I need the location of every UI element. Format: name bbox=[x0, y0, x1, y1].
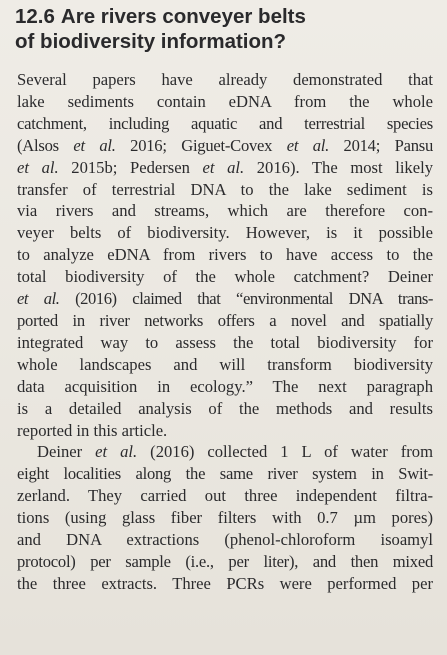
text-line-13: integrated way to assess the total biodiversity for bbox=[17, 332, 433, 352]
text-line-15: data acquisition in ecology.” The next paragraph bbox=[17, 376, 433, 396]
text-line-23: protocol) per sample (i.e., per liter), and then mixed bbox=[17, 551, 433, 571]
text-line-9: to analyze eDNA from rivers to have access to the bbox=[17, 245, 433, 265]
text-line-4: (Alsos et al. 2016; Giguet-Covex et al. 2014; Pansu bbox=[17, 135, 433, 155]
section-heading bbox=[15, 4, 435, 54]
section-title-part-1: Are rivers conveyer belts bbox=[60, 5, 306, 28]
text-line-21: tions (using glass fiber filters with 0.7 µm pores) bbox=[17, 508, 433, 528]
text-line-16: is a detailed analysis of the methods and results bbox=[17, 398, 433, 418]
section-title-part-2: of biodiversity information? bbox=[15, 30, 287, 53]
text-line-20: zerland. They carried out three independent filtra- bbox=[17, 486, 433, 506]
text-line-2: lake sediments contain eDNA from the whole bbox=[17, 91, 433, 111]
text-line-3: catchment, including aquatic and terrestrial species bbox=[17, 113, 433, 133]
text-line-19: eight localities along the same river system in Swit- bbox=[17, 464, 433, 484]
text-line-11: et al. (2016) claimed that “environmental DNA trans- bbox=[17, 289, 433, 309]
section-number: 12.6 bbox=[15, 5, 55, 28]
text-line-17: reported in this article. bbox=[17, 420, 168, 440]
text-line-14: whole landscapes and will transform biodiversity bbox=[17, 354, 433, 374]
text-line-5: et al. 2015b; Pedersen et al. 2016). The most likely bbox=[17, 157, 434, 177]
section-heading-line-1 bbox=[15, 4, 435, 29]
text-line-18: Deiner et al. (2016) collected 1 L of water from bbox=[37, 442, 433, 462]
text-line-12: ported in river networks offers a novel and spatially bbox=[17, 310, 433, 330]
text-line-1: Several papers have already demonstrated that bbox=[17, 70, 433, 89]
body-text bbox=[17, 69, 433, 595]
text-line-22: and DNA extractions (phenol-chloroform isoamyl bbox=[17, 530, 433, 550]
text-line-24: the three extracts. Three PCRs were performed per bbox=[17, 573, 433, 593]
text-line-7: via rivers and streams, which are therefore con- bbox=[17, 201, 433, 221]
text-line-10: total biodiversity of the whole catchment? Deiner bbox=[17, 267, 433, 287]
text-line-8: veyer belts of biodiversity. However, is it possible bbox=[17, 223, 433, 243]
text-line-6: transfer of terrestrial DNA to the lake sediment is bbox=[17, 179, 433, 199]
